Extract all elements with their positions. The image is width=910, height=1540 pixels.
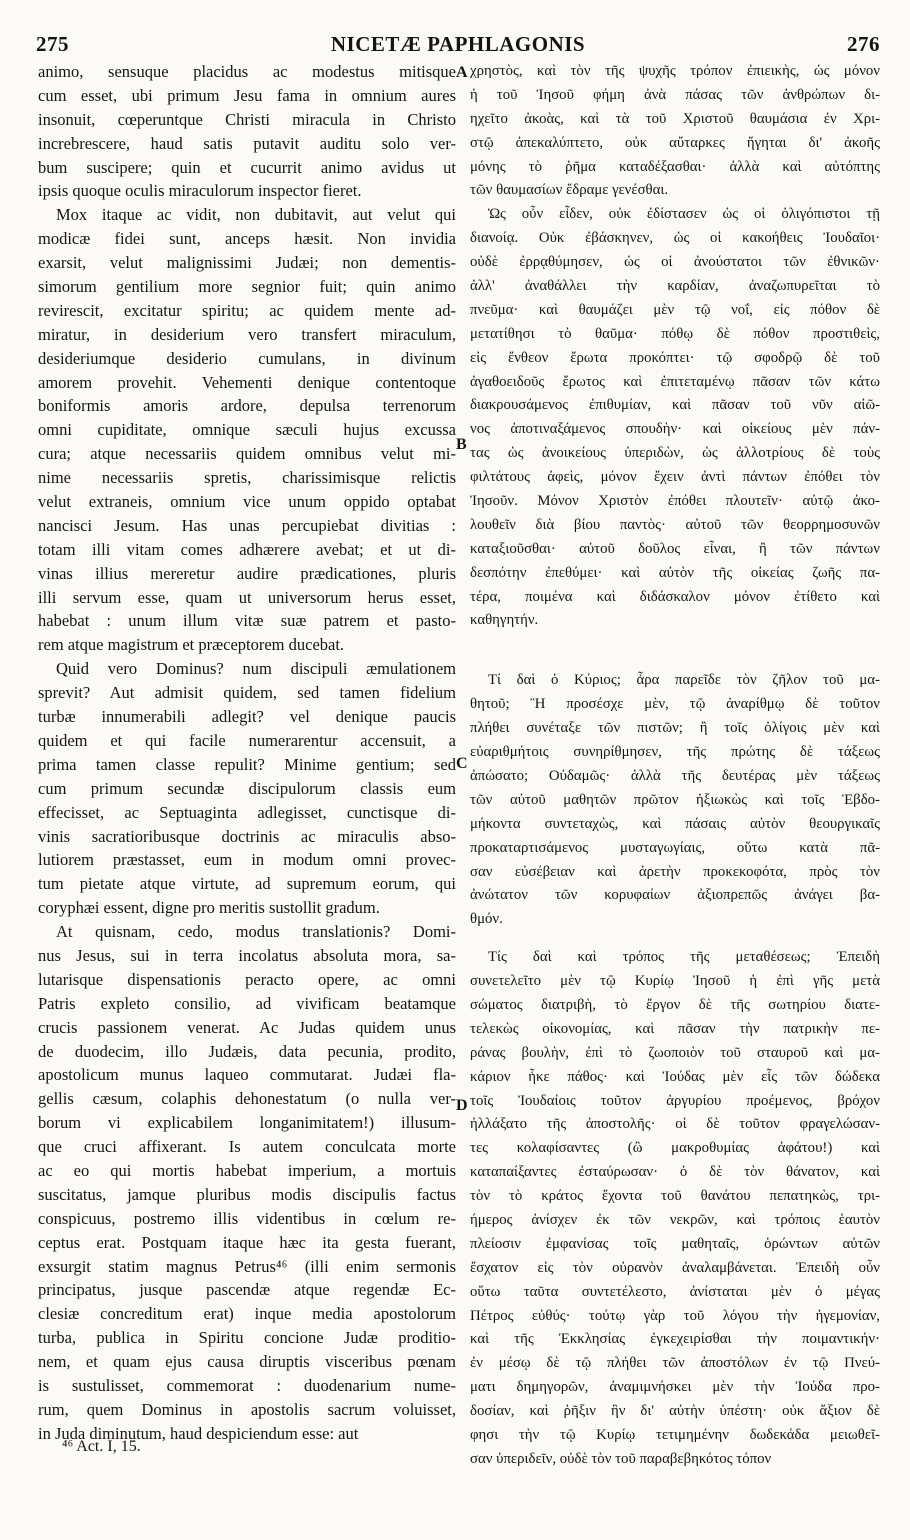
- text-line: τῶν αὐτοῦ μαθητῶν πρῶτον ἠξιωκὼς καὶ τοῖς Ἑβδο-: [470, 791, 880, 808]
- text-line: lutarisque dispensationis peracto opere, ac omni: [38, 969, 456, 989]
- text-line: εἰς ἔνθεον ἔρωτα προκόπτει· τῷ σφοδρῷ δὲ τοῦ: [470, 349, 880, 366]
- text-line: vinis sacratioribusque doctrinis ac miraculis abso-: [38, 826, 456, 846]
- text-line: cum esset, ubi primum Jesu fama in omnium aures: [38, 85, 456, 105]
- text-line: ἀνώτατον τῶν κορυφαίων ἀξιοπρεπῶς ἀνάγει βα-: [470, 887, 880, 904]
- text-line: insonuit, cœperuntque Christi miracula in Christo: [38, 109, 456, 129]
- text-line: οὕτω ταῦτα συντετέλεστο, ἀνίσταται μὲν ὁ μέγας: [470, 1283, 880, 1300]
- text-line: ἐν μέσῳ δὲ τῷ πλήθει τῶν ἀποστόλων ἐν τῷ Πνεύ-: [470, 1355, 880, 1372]
- text-line: amorem provehit. Vehementi denique contentoque: [38, 372, 456, 392]
- text-line: borum vi explicabilem longanimitatem!) illusum-: [38, 1113, 456, 1133]
- text-line: miratur, in desiderium vero transfert miraculum,: [38, 324, 456, 344]
- text-line: μετατίθησι τὸ θαῦμα· πόθῳ δὲ πόθον προστιθεὶς,: [470, 325, 880, 342]
- text-line: illi servum esse, quam ut universorum herus esset,: [38, 587, 456, 607]
- text-line: vinas illius mereretur audire prædicationes, pluris: [38, 563, 456, 583]
- text-line: ήμερος ἀνίσχεν ἐκ τῶν νεκρῶν, καὶ τρόποις ἑαυτὸν: [470, 1211, 880, 1228]
- text-line: animo, sensuque placidus ac modestus mitisque: [38, 62, 456, 81]
- text-line: τες κολαφίσαντες (ὢ μακροθυμίας ἀφάτου!) καὶ: [470, 1140, 880, 1157]
- text-line: πλείοσιν ἐμφανίσας τοῖς μαθηταῖς, ὁρώντων αὐτῶν: [470, 1235, 880, 1252]
- text-line: turba, publica in Spiritu concione Judæ proditio-: [38, 1328, 456, 1348]
- text-line: ac eo qui mortis habebat imperium, a mortuis: [38, 1160, 456, 1180]
- text-line: coryphæi essent, digne pro meritis sustollit gradum.: [38, 898, 380, 918]
- text-line: τελεκὼς οἰκονομίας, καὶ πᾶσαν τὴν πατρικὴν πε-: [470, 1020, 880, 1037]
- text-line: exarsit, velut malignissimi Judæi; non dementis-: [38, 253, 456, 273]
- text-line: Τί δαὶ ὁ Κύριος; ἆρα παρεῖδε τὸν ζῆλον τοῦ μα-: [488, 672, 880, 689]
- text-line: διακρουσάμενος ἐπιθυμίαν, καὶ πᾶσαν τοῦ νῦν αἰῶ-: [470, 397, 880, 414]
- text-line: clesiæ concreditum erat) inque media apostolorum: [38, 1304, 456, 1324]
- text-line: ceptus erat. Postquam itaque hæc ita gesta fuerant,: [38, 1232, 456, 1252]
- text-line: ἔσχατον εἰς τὸν οὐρανὸν ἀναλαμβάνεται. Ἐπειδὴ οὖν: [470, 1259, 880, 1276]
- text-line: boniformis amoris ardore, depulsa terrenorum: [38, 396, 456, 416]
- text-line: Ἰησοῦν. Μόνον Χριστὸν ἐπόθει πλουτεῖν· αὐτῷ ἀκο-: [470, 493, 880, 510]
- text-line: τὸν τὸ κράτος ἔχοντα τοῦ θανάτου πεπατηκὼς, τρι-: [470, 1188, 880, 1205]
- text-line: μόνης τὸ ῥῆμα καταδέξασθαι· ἀλλὰ καὶ αὐτόπτης: [470, 158, 880, 175]
- text-line: cum primum secundæ discipulorum classis eum: [38, 778, 456, 798]
- text-line: λουθεῖν διὰ βίου παντὸς· αὐτοῦ τῶν θεορρημοσυνῶν: [470, 516, 880, 533]
- text-line: στῷ ἀπεκαλύπτετο, οὐκ αὔταρκες ἥγηται δι' ἀκοῆς: [470, 134, 880, 151]
- text-line: πνεῦμα· καὶ θαυμάζει μὲν τῷ νοΐ, εἰς πόθον δὲ: [470, 301, 880, 318]
- text-line: rum, quem Dominus in apostolis sacrum voluisset,: [38, 1399, 456, 1419]
- text-line: rem atque magistrum et præceptorem ducebat.: [38, 635, 345, 655]
- text-line: ράνας βουλὴν, ἐπὶ τὸ ζωοποιὸν τοῦ σταυροῦ καὶ μα-: [470, 1044, 880, 1061]
- greek-column: [470, 60, 880, 1472]
- text-line: quidem et qui facile numerarentur accensuit, a: [38, 730, 456, 750]
- section-marker-d: D: [456, 1097, 468, 1114]
- text-line: τῶν θαυμασίων ἔδραμε γενέσθαι.: [470, 182, 669, 199]
- text-line: in Juda diminutum, haud despiciendum esse: aut: [38, 1423, 359, 1443]
- paragraph-gap: [470, 633, 880, 669]
- text-line: principatus, jusque pascendæ atque regendæ Ec-: [38, 1280, 456, 1300]
- section-marker-a: A: [456, 64, 468, 81]
- text-line: desideriumque desiderio cumulans, in divinum: [38, 348, 456, 368]
- text-line: nus Jesus, sui in terra incolatus absoluta mora, sa-: [38, 945, 456, 965]
- text-line: σώματος διατριβὴ, τὸ ἔργον δὲ τῆς σωτηρίου διατε-: [470, 996, 880, 1013]
- text-line: ἀπώσατο; Οὐδαμῶς· ἀλλὰ τῆς δευτέρας μὲν τάξεως: [470, 767, 880, 784]
- text-line: θητοῦ; Ἢ προσέσχε μὲν, τῷ ἀναρίθμῳ δὲ τοῦτον: [470, 696, 880, 713]
- text-line: totam illi vitam comes adhærere avebat; et ut di-: [38, 539, 456, 559]
- text-line: que cruci affixerant. Is autem conculcata morte: [38, 1137, 456, 1157]
- text-line: νος ἀποτιναξάμενος σπουδὴν· καὶ οἰκείους μὲν πάν-: [470, 421, 880, 438]
- text-line: nancisci Jesum. Has unas percupiebat divitias :: [38, 515, 456, 535]
- text-line: ἠλλάξατο τῆς ἀποστολῆς· οἱ δὲ τοῦτον φραγελώσαν-: [470, 1116, 880, 1133]
- text-line: ἡ τοῦ Ἰησοῦ φήμη ἀνὰ πάσας τῶν ἀνθρώπων δι-: [470, 86, 880, 103]
- text-line: revirescit, excitatur spiritu; ac quidem mente ad-: [38, 300, 456, 320]
- text-line: ματι δημηγορῶν, ἀναμιμνήσκει μὲν τὴν Ἰούδα προ-: [470, 1379, 880, 1396]
- page-number-right: 276: [847, 32, 880, 56]
- text-line: is sustulisset, commemorat : duodenarium nume-: [38, 1375, 456, 1395]
- text-line: σαν εὐσέβειαν καὶ ἀρετὴν προκεκοφότα, πρὸς τὸν: [470, 863, 880, 880]
- text-line: Τίς δαὶ καὶ τρόπος τῆς μεταθέσεως; Ἐπειδὴ: [488, 949, 880, 966]
- text-line: prima tamen classe repulit? Minime gentium; sed: [38, 754, 456, 774]
- text-line: φιλτάτους ἀφεὶς, μόνον ἔχειν ἀντὶ πάντων ἐπόθει τὸν: [470, 469, 880, 486]
- text-line: velut extraneis, omnium vice unum oppido optabat: [38, 492, 456, 512]
- text-line: nem, et quam ejus causa diruptis visceribus pœnam: [38, 1352, 456, 1372]
- text-line: lutiorem præstasset, eum in modum omni provec-: [38, 850, 456, 870]
- text-line: ηχεῖτο ἀκοὰς, καὶ τὰ τοῦ Χριστοῦ θαυμάσια ἐν Χρι-: [470, 110, 880, 127]
- text-line: cura; atque necessariis quidem omnibus velut mi-: [38, 444, 456, 464]
- text-line: bum suscipere; quin et cucurrit animo avidus ut: [38, 157, 456, 177]
- text-line: crucis passionem venerat. Ac Judas quidem unus: [38, 1017, 456, 1037]
- section-marker-b: B: [456, 436, 467, 453]
- latin-column: [38, 60, 456, 1446]
- text-line: καταξιοῦσθαι· αὐτοῦ δοῦλος εἶναι, ἢ τῶν πάντων: [470, 540, 880, 557]
- text-line: κάριον ἧκε πάθος· καὶ Ἰούδας μὲν εἷς τῶν δώδεκα: [470, 1068, 880, 1085]
- section-marker-c: C: [456, 755, 468, 772]
- text-line: δοσίαν, καὶ ῥῆξιν ἣν δι' αὐτὴν ὑπέστη· οὐκ ἄξιον δὲ: [470, 1403, 880, 1420]
- text-line: sprevit? Aut admisit quidem, sed tamen fidelium: [38, 683, 456, 703]
- text-line: ἀγαθοειδοῦς ἔρωτος καὶ ἐπιτεταμένῳ πᾶσαν τῶν κάτω: [470, 373, 880, 390]
- text-line: tum pietate atque virtute, ad supremum eorum, qui: [38, 874, 456, 894]
- text-line: καταπαίξαντες ἐσταύρωσαν· ὁ δὲ τὸν θάνατον, καὶ: [470, 1164, 880, 1181]
- text-line: καὶ τῆς Ἐκκλησίας ἐγκεχειρίσθαι τὴν ποιμαντικήν·: [470, 1331, 880, 1348]
- text-line: omni cupiditate, omnique sæculi hujus excussa: [38, 420, 456, 440]
- text-line: τοῖς Ἰουδαίοις τοῦτον ἀργυρίου προέμενος, βρόχον: [470, 1092, 880, 1109]
- text-line: συνετελεῖτο μὲν τῷ Κυρίῳ Ἰησοῦ ἡ ἐπὶ γῆς μετὰ: [470, 973, 880, 990]
- text-line: apostolicum munus laqueo commutarat. Judæi fla-: [38, 1065, 456, 1085]
- text-line: καθηγητήν.: [470, 612, 539, 629]
- text-line: Quid vero Dominus? num discipuli æmulationem: [56, 659, 456, 679]
- text-line: effecisset, ac Septuaginta adlegisset, cunctisque di-: [38, 802, 456, 822]
- text-line: Πέτρος εὐθύς· τούτῳ γὰρ τοῦ λόγου τὴν ἡγεμονίαν,: [470, 1307, 880, 1324]
- text-line: οὐδὲ ἐρρᾳθύμησεν, ὡς οἱ ἀνούστατοι τῶν ἐθνικῶν·: [470, 254, 880, 271]
- text-line: exsurgit statim magnus Petrus⁴⁶ (illi enim sermonis: [38, 1256, 456, 1276]
- text-line: turbæ innumerabili adlegit? vel denique paucis: [38, 707, 456, 727]
- text-line: gellis cæsum, colaphis dehonestatum (o nulla ver-: [38, 1089, 456, 1109]
- text-line: μήκοντα συντεταχὼς, καὶ πάσαις αὐτὸν θεουργικαῖς: [470, 815, 880, 832]
- text-line: conspicuus, postremo illis videntibus in cœlum re-: [38, 1208, 456, 1228]
- text-line: τέρα, ποιμένα καὶ διδάσκαλον μόνον ἐτίθετο καὶ: [470, 588, 880, 605]
- text-line: σαν ὑπεριδεῖν, οὐδὲ τὸν τοῦ παραβεβηκότος τόπον: [470, 1450, 772, 1467]
- running-title: NICETÆ PAPHLAGONIS: [330, 32, 586, 56]
- text-line: de duodecim, illo Judæis, data pecunia, prodito,: [38, 1041, 456, 1061]
- footnote: ⁴⁶ Act. I, 15.: [62, 1438, 141, 1455]
- text-line: ipsis quoque oculis miraculorum inspector fieret.: [38, 181, 362, 201]
- text-line: Patris expleto consilio, ad vivificam beatamque: [38, 993, 456, 1013]
- text-line: τας ὡς ἀνοικείους ὑπεριδὼν, ὡς ἀλλοτρίους δὲ τοὺς: [470, 445, 880, 462]
- text-line: φησι τὴν τῷ Κυρίῳ τετιμημένην δωδεκάδα μειωθεῖ-: [470, 1426, 880, 1443]
- text-line: διανοίᾳ. Οὐκ ἐβάσκηνεν, ὡς οἱ κακοήθεις Ἰουδαῖοι·: [470, 230, 880, 247]
- text-line: θμόν.: [470, 911, 503, 928]
- text-line: increbrescere, haud satis putavit auditu solo ver-: [38, 133, 456, 153]
- page-number-left: 275: [36, 32, 69, 56]
- text-line: πλήθει συνέταξε τῶν πιστῶν; ἢ τοῖς ὀλίγοις μὲν καὶ: [470, 720, 880, 737]
- text-line: προκαταρτισάμενος μυσταγωγίαις, οὕτω κατὰ πᾶ-: [470, 839, 880, 856]
- paragraph-gap: [470, 932, 880, 946]
- text-line: εὐαριθμήτοις συνηρίθμησεν, τῆς πρώτης δὲ τάξεως: [470, 744, 880, 761]
- text-line: modicæ fidei sunt, anceps hæsit. Non invidia: [38, 229, 456, 249]
- running-header: [36, 28, 880, 58]
- text-line: χρηστὸς, καὶ τὸν τῆς ψυχῆς τρόπον ἐπιεικὴς, ὡς μόνον: [470, 63, 880, 79]
- text-line: Mox itaque ac vidit, non dubitavit, aut velut qui: [56, 205, 456, 225]
- text-line: Ὡς οὖν εἶδεν, οὐκ ἐδίστασεν ὡς οἱ ὀλιγόπιστοι τῇ: [488, 206, 880, 223]
- text-line: nime necessariis spretis, charissimisque relictis: [38, 468, 456, 488]
- text-line: suscitatus, jamque pluribus modis discipulis factus: [38, 1184, 456, 1204]
- text-line: simorum gentilium more segnior fuit; quin animo: [38, 277, 456, 297]
- text-line: ἀλλ' ἀναθάλλει τὴν καρδίαν, ἀναζωπυρεῖται τὸ: [470, 278, 880, 295]
- text-line: At quisnam, cedo, modus translationis? Domi-: [56, 922, 456, 942]
- text-line: habebat : unum illum vitæ suæ patrem et pasto-: [38, 611, 456, 631]
- text-line: δεσπότην ἐπεθύμει· καὶ αὐτὸν τῆς οἰκείας ζωῆς πα-: [470, 564, 880, 581]
